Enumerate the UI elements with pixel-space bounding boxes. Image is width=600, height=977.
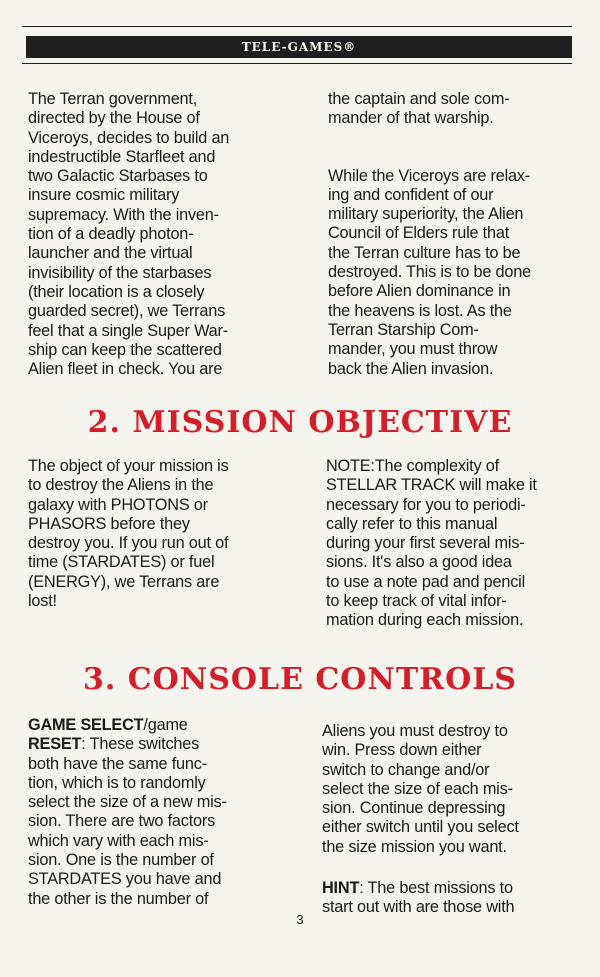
header-bar xyxy=(26,36,572,58)
game-select-suffix: /game xyxy=(143,716,188,734)
mission-objective-heading: 2. MISSION OBJECTIVE xyxy=(87,405,513,440)
console-controls-heading: 3. CONSOLE CONTROLS xyxy=(83,662,517,697)
reset-description: : These switches both have the same func- tion, which is to randomly select the size of a new mis- sion. There are two factors which vary with each mis- sion. One is the number of STARDATES you have and the other is the number of xyxy=(28,735,227,908)
console-right-paragraph: Aliens you must destroy to win. Press down either switch to change and/or select the size of each mis- sion. Continue depressing either switch until you select the size mission you want. xyxy=(322,722,519,856)
page-number: 3 xyxy=(296,912,304,927)
top-rule xyxy=(22,26,572,27)
intro-right-paragraph-1: the captain and sole com- mander of that warship. xyxy=(328,90,510,128)
console-left-paragraph xyxy=(28,716,273,909)
header-title: TELE-GAMES® xyxy=(241,40,357,54)
hint-label: HINT xyxy=(322,879,360,898)
mission-right-column xyxy=(326,457,571,631)
mission-note-paragraph: NOTE:The complexity of STELLAR TRACK will make it necessary for you to periodi- cally refer to this manual during your first several mis- sions. It's also a good idea to use a note pad and pencil to keep track of vital infor- mation during each mission. xyxy=(326,457,537,630)
mission-left-paragraph: The object of your mission is to destroy the Aliens in the galaxy with PHOTONS or PHASORS before they destroy you. If you run out of time (STARDATES) or fuel (ENERGY), we Terrans are lost! xyxy=(28,457,229,611)
intro-right-paragraph-2: While the Viceroys are relax- ing and confident of our military superiority, the Alien Council of Elders rule that the Terran culture has to be destroyed. This is to be done before Alien dominance in the heavens is lost. As the Terran Starship Com- mander, you must throw back the Alien invasion. xyxy=(328,166,531,378)
console-right-column xyxy=(322,722,567,918)
game-select-label: GAME SELECT xyxy=(28,716,144,734)
hint-text: : The best missions to start out with are those with xyxy=(322,879,515,917)
header-rule xyxy=(22,63,572,64)
intro-left-paragraph: The Terran government, directed by the House of Viceroys, decides to build an indestructible Starfleet and two Galactic Starbases to insure cosmic military supremacy. With the inven- tion of a deadly photon- launcher and the virtual invisibility of the starbases (their location is a closely guarded secret), we Terrans feel that a single Super War- ship can keep the scattered Alien fleet in check. You are xyxy=(28,90,230,379)
mission-left-column xyxy=(28,457,273,611)
reset-label: RESET xyxy=(28,735,82,754)
intro-left-column xyxy=(28,90,273,379)
intro-right-column xyxy=(328,90,573,379)
console-left-column xyxy=(28,716,273,909)
